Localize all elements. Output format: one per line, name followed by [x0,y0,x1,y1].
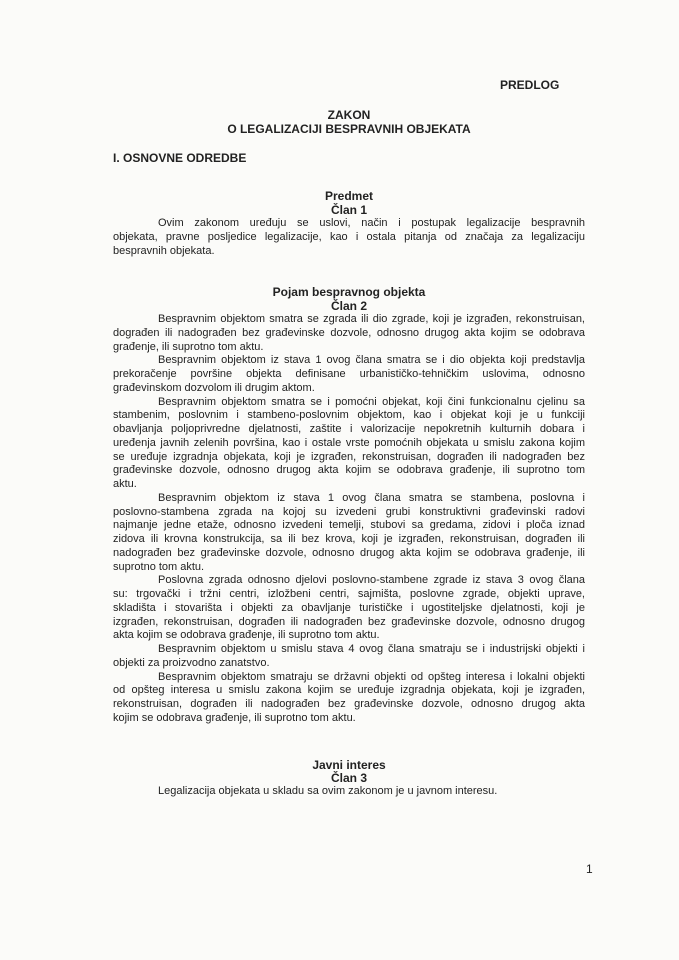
text-line: kojim se odobrava građenje, ili suprotno tom aktu. [113,711,356,724]
text-line: Bespravnim objektom u smislu stava 4 ovog člana smatraju se i industrijski objekti i [158,643,585,655]
text-line: suprotno tom aktu. [113,560,205,573]
text-line: bespravnih objekata. [113,244,215,257]
text-line: akta kojim se odobrava građenje, ili suprotno tom aktu. [113,629,380,642]
paragraph [113,574,585,643]
text-line: uređenja javnih zelenih površina, kao i ostale vrste pomoćnih objekata u smislu zakona kojim [113,436,585,449]
text-line: se uređuje izgradnja objekata, koji je izgrađen, rekonstruisan, dograđen ili nadograđen bez [113,450,585,463]
article-body [113,217,585,258]
article-body [113,785,585,799]
text-line: građenje, ili suprotno tom aktu. [113,340,264,353]
paragraph [113,354,585,395]
article-number: Član 1 [330,203,367,217]
article-heading: Predmet [324,189,374,203]
text-line: rekonstruisan, dograđen ili nadograđen bez građevinske dozvole, odnosno drugog akta [113,698,585,710]
text-line: izgrađen, rekonstruisan, dograđen ili nadograđen bez građevinske dozvole, odnosno drugog [113,615,585,628]
article-number: Član 2 [330,299,367,313]
text-line: građevinske dozvole, odnosno drugog akta kojim se odobrava građenje, ili suprotno tom [113,464,585,477]
paragraph [113,396,585,492]
text-line: objekata, pravne posljedice legalizacije, kao i ostala pitanja od značaja za legalizaciju [113,230,585,243]
text-line: obavljanja poljoprivredne djelatnosti, zaštite i valorizacije nepokretnih kulturnih dobara i [113,423,585,435]
document-title-line2: O LEGALIZACIJI BESPRAVNIH OBJEKATA [227,122,471,136]
text-line: nadograđen bez građevinske dozvole, odnosno drugog akta kojim se odobrava građenje, ili [113,546,585,559]
text-line: najmanje jedne etaže, odnosno izvedeni temelji, stubovi sa gredama, zidovi i ploča iznad [113,519,585,532]
article-heading: Pojam bespravnog objekta [272,285,426,299]
chapter-heading: I. OSNOVNE ODREDBE [113,151,247,165]
text-line: Bespravnim objektom iz stava 1 ovog člana smatra se stambena, poslovna i [158,491,585,504]
article-body [113,313,585,726]
text-line: od opšteg interesa u smislu zakona kojim se uređuje izgradnja objekata, koji je izgrađen, [113,684,585,697]
text-line: Bespravnim objektom smatra se i pomoćni objekat, koji čini funkcionalnu cjelinu sa [158,395,585,408]
paragraph [113,217,585,258]
paragraph [113,313,585,354]
paragraph [113,671,585,726]
text-line: aktu. [113,478,137,490]
article-number: Član 3 [330,771,367,785]
text-line: građevinskom dozvolom ili drugim aktom. [113,381,315,394]
article-heading: Javni interes [312,758,386,772]
page-number: 1 [586,862,593,876]
text-line: Poslovna zgrada odnosno djelovi poslovno-stambene zgrade iz stava 3 ovog člana [158,574,585,587]
text-line: prekoračenje površine objekta definisane urbanističko-tehničkim uslovima, odnosno [113,368,585,380]
text-line: poslovno-stambena zgrada na kojoj su izvedeni grubi konstruktivni građevinski radovi [113,505,585,518]
text-line: skladišta i stovarišta i objekti za obavljanje turističke i ugostiteljske djelatnosti, koji je [113,601,585,614]
text-line: dograđen ili nadograđen bez građevinske dozvole, odnosno drugog akta kojim se odobrava [113,326,585,339]
paragraph [113,643,585,671]
proposal-label: PREDLOG [500,78,560,92]
text-line: Bespravnim objektom iz stava 1 ovog člana smatra se i dio objekta koji predstavlja [158,354,585,367]
text-line: Ovim zakonom uređuju se uslovi, način i postupak legalizacije bespravnih [158,217,585,229]
text-line: Legalizacija objekata u skladu sa ovim zakonom je u javnom interesu. [158,785,498,797]
text-line: Bespravnim objektom smatraju se državni objekti od opšteg interesa i lokalni objekti [158,670,585,683]
text-line: zidova ili krovna konstrukcija, sa ili bez krova, koji je izgrađen, rekonstruisan, dograđen ili [113,533,585,545]
paragraph [113,492,585,575]
text-line: stambenim, poslovnim i stambeno-poslovnim objektom, kao i objekat koji je u funkciji [113,409,585,422]
text-line: Bespravnim objektom smatra se zgrada ili dio zgrade, koji je izgrađen, rekonstruisan, [158,313,585,325]
text-line: objekti za proizvodno zanatstvo. [113,656,270,669]
document-title-line1: ZAKON [327,108,371,122]
paragraph [113,785,585,799]
text-line: su: trgovački i tržni centri, izložbeni centri, sajmišta, poslovne zgrade, objekti uprave, [113,588,585,600]
